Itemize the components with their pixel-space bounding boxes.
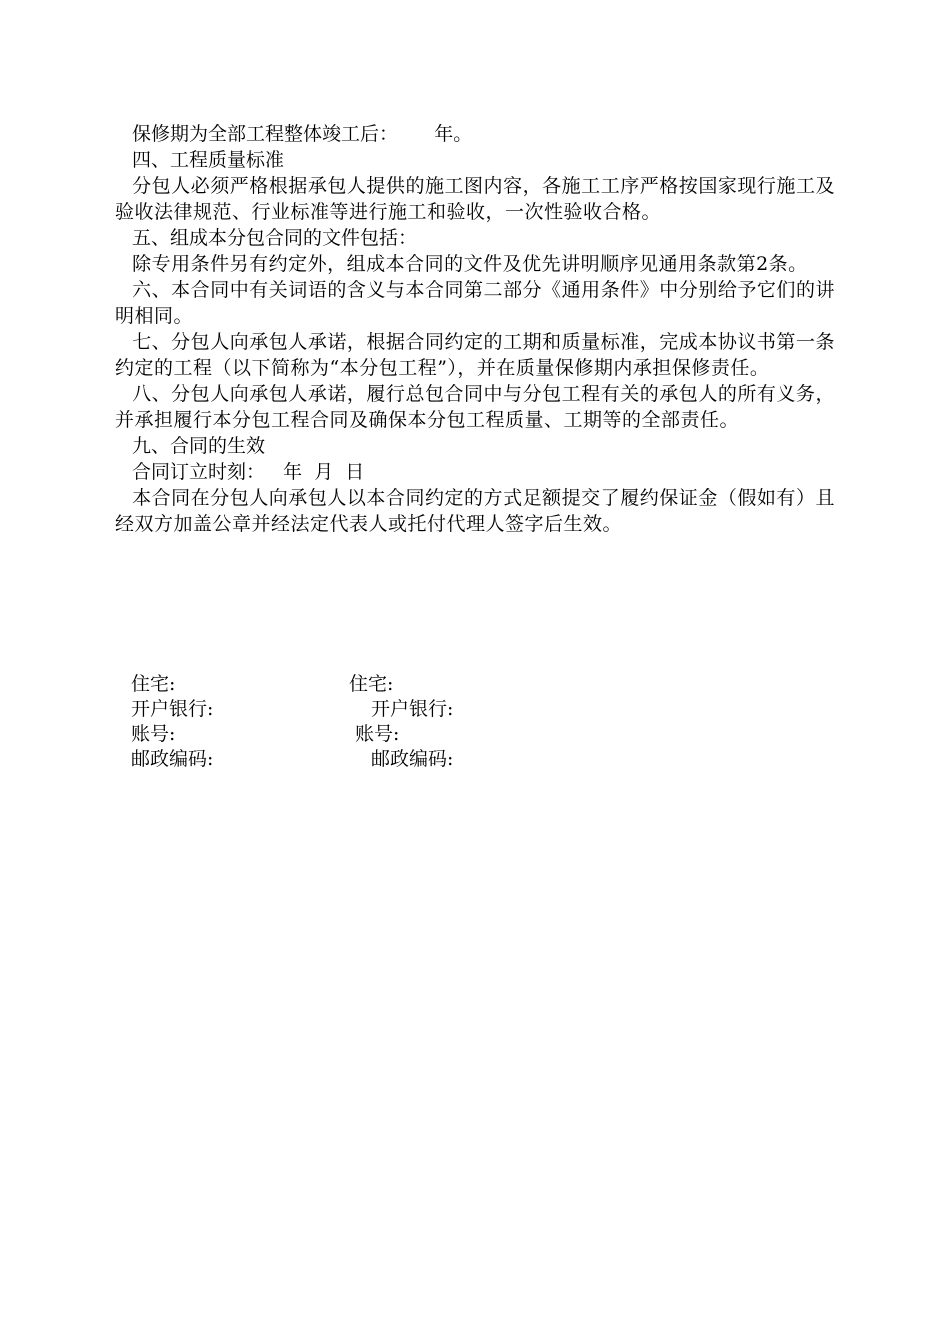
right-bank-label: 开户银行:	[371, 698, 454, 720]
contract-body	[115, 121, 835, 537]
address-row	[131, 672, 631, 697]
warranty-period-line: 保修期为全部工程整体竣工后： 年。	[132, 123, 473, 145]
left-postcode-label: 邮政编码:	[131, 748, 214, 770]
left-address-label: 住宅:	[131, 673, 176, 695]
section-5-paragraph: 除专用条件另有约定外，组成本合同的文件及优先讲明顺序见通用条款第2条。	[132, 253, 808, 275]
right-account-label: 账号:	[355, 723, 400, 745]
account-row	[131, 722, 631, 747]
bank-row	[131, 697, 631, 722]
section-9-heading: 九、合同的生效	[132, 435, 266, 457]
party-contact-block	[131, 672, 631, 772]
section-4-paragraph: 分包人必须严格根据承包人提供的施工图内容，各施工工序严格按国家现行施工及验收法律规范、行业标准等进行施工和验收，一次性验收合格。	[115, 175, 835, 223]
section-9-signing-date: 合同订立时刻： 年 月 日	[132, 461, 365, 483]
postcode-row	[131, 747, 631, 772]
section-4-heading: 四、工程质量标准	[132, 149, 285, 171]
right-address-label: 住宅:	[349, 673, 394, 695]
section-6-paragraph: 六、本合同中有关词语的含义与本合同第二部分《通用条件》中分别给予它们的讲明相同。	[115, 279, 835, 327]
section-9-paragraph: 本合同在分包人向承包人以本合同约定的方式足额提交了履约保证金（假如有）且经双方加盖公章并经法定代表人或托付代理人签字后生效。	[115, 487, 835, 535]
left-account-label: 账号:	[131, 723, 176, 745]
section-5-heading: 五、组成本分包合同的文件包括：	[132, 227, 418, 249]
section-8-paragraph: 八、分包人向承包人承诺，履行总包合同中与分包工程有关的承包人的所有义务，并承担履行本分包工程合同及确保本分包工程质量、工期等的全部责任。	[115, 383, 835, 431]
left-bank-label: 开户银行:	[131, 698, 214, 720]
section-7-paragraph: 七、分包人向承包人承诺，根据合同约定的工期和质量标准，完成本协议书第一条约定的工程（以下简称为“本分包工程”），并在质量保修期内承担保修责任。	[115, 331, 835, 379]
right-postcode-label: 邮政编码:	[371, 748, 454, 770]
